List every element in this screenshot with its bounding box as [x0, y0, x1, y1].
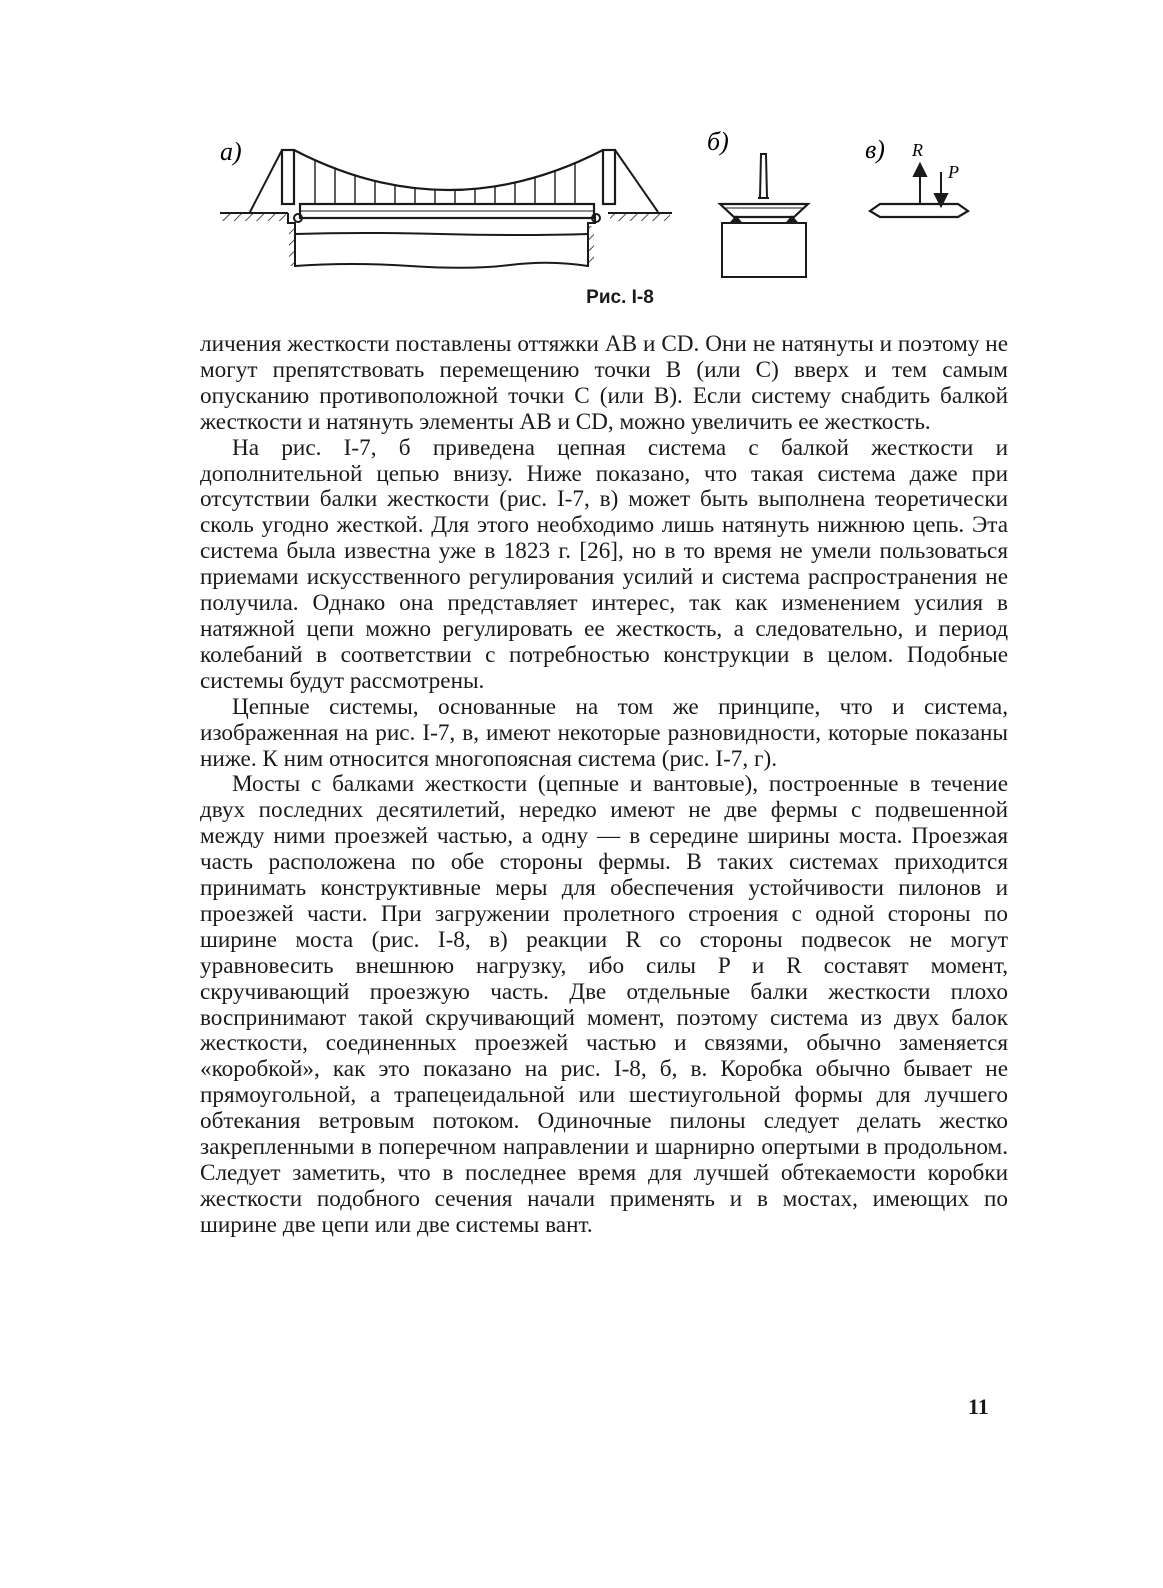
- body-text: [200, 332, 1008, 1239]
- panel-b-pylon-section: [720, 154, 808, 277]
- panel-label-b: б): [707, 127, 729, 156]
- panel-label-v: в): [865, 135, 885, 164]
- panel-label-a: а): [220, 137, 242, 166]
- page-number: 11: [968, 1394, 989, 1419]
- figure-i-8: [210, 120, 990, 285]
- force-label-r: R: [912, 140, 923, 160]
- figure-caption: Рис. I-8: [586, 287, 654, 308]
- paragraph: Мосты с балками жесткости (цепные и вантовые), построенные в течение двух последних десятилетий, нередко имеют не две фермы с подвешенной между ними проезжей частью, а одну — в середине ширины моста. Проезжая часть расположена по обе стороны фермы. В таких системах приходится принимать конструктивные меры для обеспечения устойчивости пилонов и проезжей части. При загружении пролетного строения с одной стороны по ширине моста (рис. I-8, в) реакции R со стороны подвесок не могут уравновесить внешнюю нагрузку, ибо силы P и R составят момент, скручивающий проезжую часть. Две отдельные балки жесткости плохо воспринимают такой скручивающий момент, поэтому система из двух балок жесткости, соединенных проезжей частью и связями, обычно заменяется «коробкой», как это показано на рис. I-8, б, в. Коробка обычно бывает не прямоугольной, а трапецеидальной или шестиугольной формы для лучшего обтекания ветровым потоком. Одиночные пилоны следует делать жестко закрепленными в поперечном направлении и шарнирно опертыми в продольном. Следует заметить, что в последнее время для лучшей обтекаемости коробки жесткости подобного сечения начали применять и в мостах, имеющих по ширине две цепи или две системы вант.: [200, 771, 1008, 1238]
- panel-a-bridge: [220, 150, 672, 268]
- paragraph: Цепные системы, основанные на том же принципе, что и система, изображенная на рис. I-7, в, имеют некоторые разновидности, которые показаны ниже. К ним относится многопоясная система (рис. I-7, г).: [200, 693, 1008, 772]
- paragraph-continued: личения жесткости поставлены оттяжки AB и CD. Они не натянуты и поэтому не могут препятствовать перемещению точки B (или C) вверх и тем самым опусканию противоположной точки C (или B). Если систему снабдить балкой жесткости и натянуть элементы AB и CD, можно увеличить ее жесткость.: [200, 331, 1008, 435]
- force-label-p: P: [948, 162, 959, 182]
- paragraph: На рис. I-7, б приведена цепная система с балкой жесткости и дополнительной цепью внизу. Ниже показано, что такая система даже при отсутствии балки жесткости (рис. I-7, в) может быть выполнена теоретически сколь угодно жесткой. Для этого необходимо лишь натянуть нижнюю цепь. Эта система была известна уже в 1823 г. [26], но в то время не умели пользоваться приемами искусственного регулирования усилий и система распространения не получила. Однако она представляет интерес, так как изменением усилия в натяжной цепи можно регулировать ее жесткость, а следовательно, и период колебаний в соответствии с потребностью конструкции в целом. Подобные системы будут рассмотрены.: [200, 434, 1008, 694]
